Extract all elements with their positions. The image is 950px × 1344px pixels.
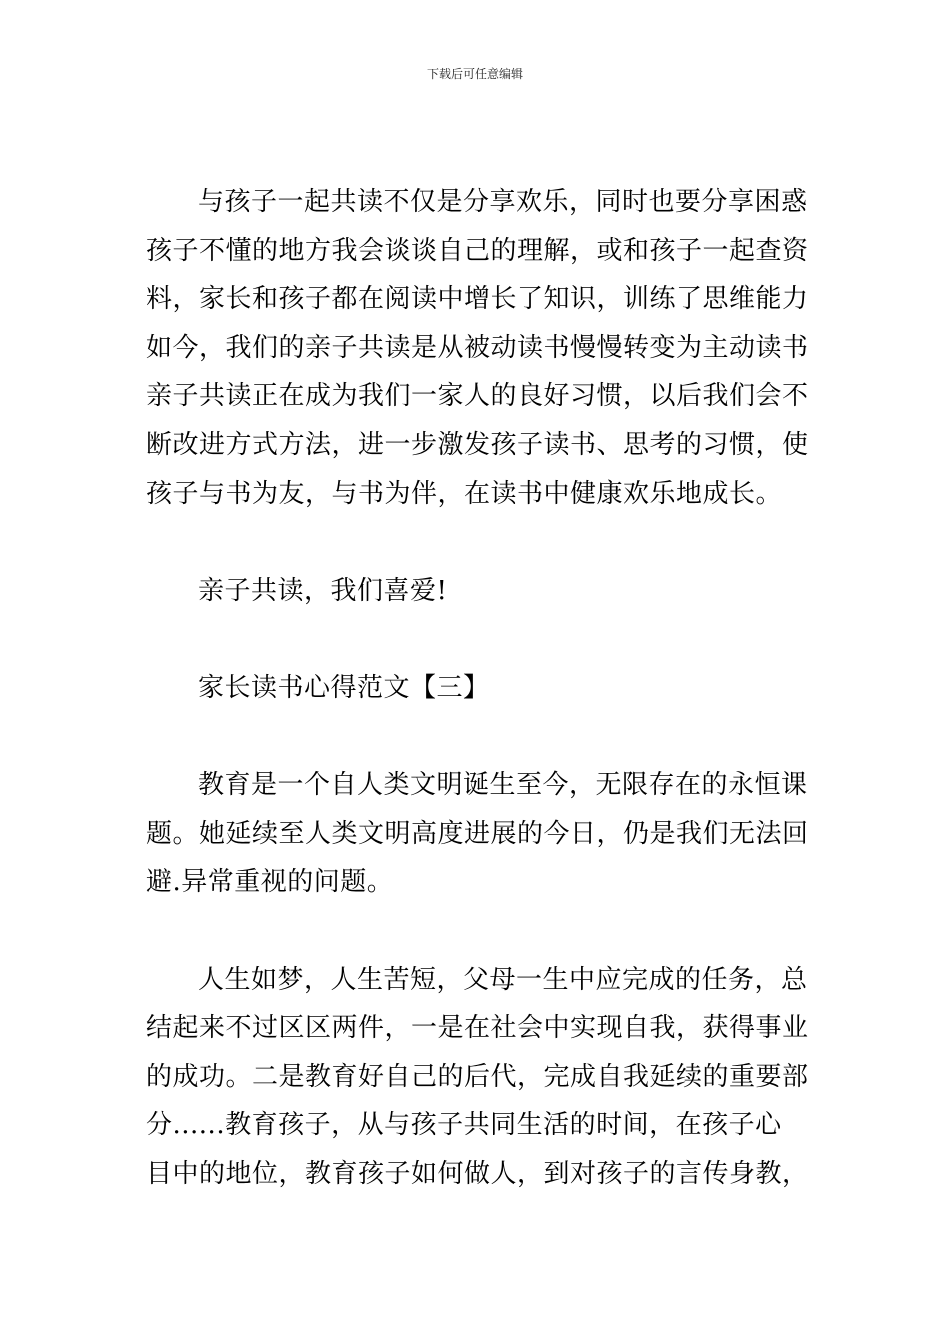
paragraph-gap [146,615,808,664]
paragraph-gap [146,907,808,956]
text-line: 亲子共读正在成为我们一家人的良好习惯，以后我们会不 [146,381,809,412]
text-line: 避.异常重视的问题。 [146,867,394,898]
paragraph [146,178,808,518]
text-line: 孩子与书为友，与书为伴，在读书中健康欢乐地成长。 [146,478,783,509]
document-body [146,178,808,1198]
paragraph-gap [146,518,808,567]
text-line: 教育是一个自人类文明诞生至今，无限存在的永恒课 [198,770,808,801]
page-header: 下载后可任意编辑 [426,67,523,81]
text-line: 结起来不过区区两件，一是在社会中实现自我，获得事业 [146,1013,809,1044]
section-title [146,664,808,713]
text-line: 料，家长和孩子都在阅读中增长了知识，训练了思维能力 [146,284,809,315]
paragraph [146,567,808,616]
text-line: 孩子不懂的地方我会谈谈自己的理解，或和孩子一起查资 [146,235,809,266]
text-line: 人生如梦，人生苦短，父母一生中应完成的任务，总 [198,964,808,995]
text-line: 目中的地位，教育孩子如何做人，到对孩子的言传身教， [146,1158,809,1189]
text-line: 亲子共读，我们喜爱! [198,575,448,606]
paragraph-gap [146,713,808,762]
paragraph [146,761,808,907]
text-line: 家长读书心得范文【三】 [198,672,490,703]
text-line: 题。她延续至人类文明高度进展的今日，仍是我们无法回 [146,818,809,849]
text-line: 的成功。二是教育好自己的后代，完成自我延续的重要部 [146,1061,809,1092]
text-line: 分......教育孩子，从与孩子共同生活的时间，在孩子心 [146,1110,782,1141]
text-line: 断改进方式方法，进一步激发孩子读书、思考的习惯，使 [146,429,809,460]
paragraph [146,956,808,1199]
text-line: 如今，我们的亲子共读是从被动读书慢慢转变为主动读书 [146,332,809,363]
text-line: 与孩子一起共读不仅是分享欢乐，同时也要分享困惑 [198,187,808,217]
